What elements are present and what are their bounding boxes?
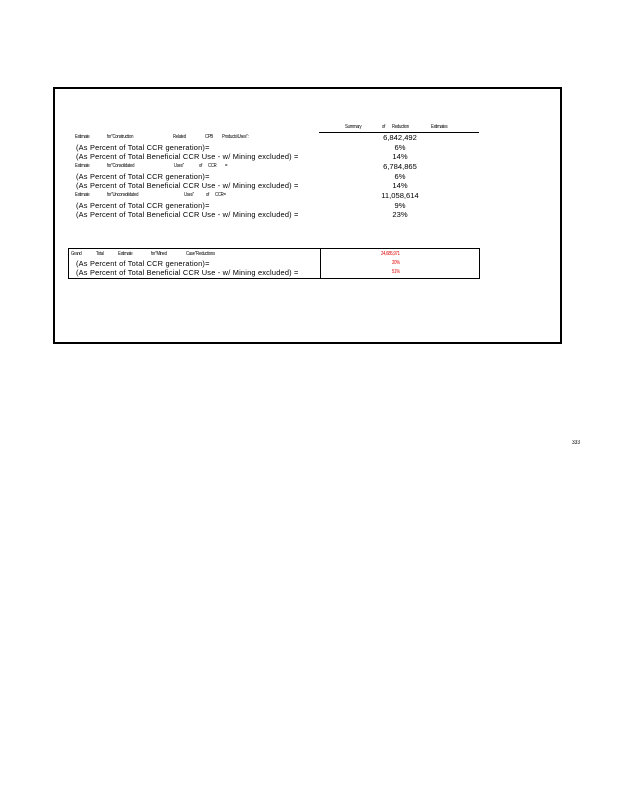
header-word: Estimates: [431, 124, 448, 130]
row-label-word: for"Unconsolidated: [107, 192, 139, 198]
grand-pct-value: 20%: [392, 260, 400, 266]
grand-label-word: Estimate: [118, 251, 133, 257]
pct-label: (As Percent of Total CCR generation)=: [76, 201, 210, 210]
row-label-word: Uses": [184, 192, 194, 198]
row-label-word: Uses": [174, 163, 184, 169]
grand-total-value: 24,685,971: [381, 251, 400, 257]
pct-label: (As Percent of Total CCR generation)=: [76, 172, 210, 181]
grand-pct-value: 51%: [392, 269, 400, 275]
box-right-border: [479, 248, 480, 279]
row-label-word: CCR=: [215, 192, 226, 198]
row-label-word: for"Consolidated: [107, 163, 135, 169]
header-word: Reduction: [392, 124, 409, 130]
box-left-border: [68, 248, 69, 279]
row-label-word: Related: [173, 134, 186, 140]
row-value: 6,784,865: [383, 162, 417, 171]
row-label-word: Estimate: [75, 163, 90, 169]
pct-label: (As Percent of Total Beneficial CCR Use - w/ Mining excluded) =: [76, 181, 299, 190]
pct-label: (As Percent of Total Beneficial CCR Use - w/ Mining excluded) =: [76, 152, 299, 161]
row-label-word: Estimate: [75, 134, 90, 140]
row-label-word: CCR: [208, 163, 217, 169]
grand-label-word: Total: [96, 251, 104, 257]
row-label-word: Products\Uses":: [222, 134, 249, 140]
row-value: 11,058,614: [381, 191, 419, 200]
pct-value: 6%: [394, 143, 406, 152]
pct-label: (As Percent of Total CCR generation)=: [76, 143, 210, 152]
header-word: of: [382, 124, 386, 130]
row-label-word: =: [225, 163, 228, 169]
pct-value: 9%: [394, 201, 406, 210]
pct-value: 6%: [394, 172, 406, 181]
row-value: 6,842,492: [383, 133, 417, 142]
row-label-word: of: [199, 163, 203, 169]
grand-label-word: Grand: [71, 251, 82, 257]
row-label-word: for"Construction: [107, 134, 134, 140]
header-word: Summary: [345, 124, 362, 130]
box-bottom-border: [68, 278, 480, 279]
row-label-word: of: [206, 192, 210, 198]
row-label-word: CPB: [205, 134, 213, 140]
grand-pct-label: (As Percent of Total Beneficial CCR Use - w/ Mining excluded) =: [76, 268, 299, 277]
page-number: 333: [572, 440, 581, 446]
summary-frame: [53, 87, 562, 344]
box-divider: [320, 248, 321, 279]
grand-pct-label: (As Percent of Total CCR generation)=: [76, 259, 210, 268]
box-top-border: [68, 248, 480, 249]
grand-label-word: Case"Reductions: [186, 251, 215, 257]
pct-label: (As Percent of Total Beneficial CCR Use - w/ Mining excluded) =: [76, 210, 299, 219]
grand-label-word: for"Mined: [151, 251, 167, 257]
pct-value: 14%: [392, 181, 408, 190]
row-label-word: Estimate: [75, 192, 90, 198]
pct-value: 14%: [392, 152, 408, 161]
pct-value: 23%: [392, 210, 408, 219]
